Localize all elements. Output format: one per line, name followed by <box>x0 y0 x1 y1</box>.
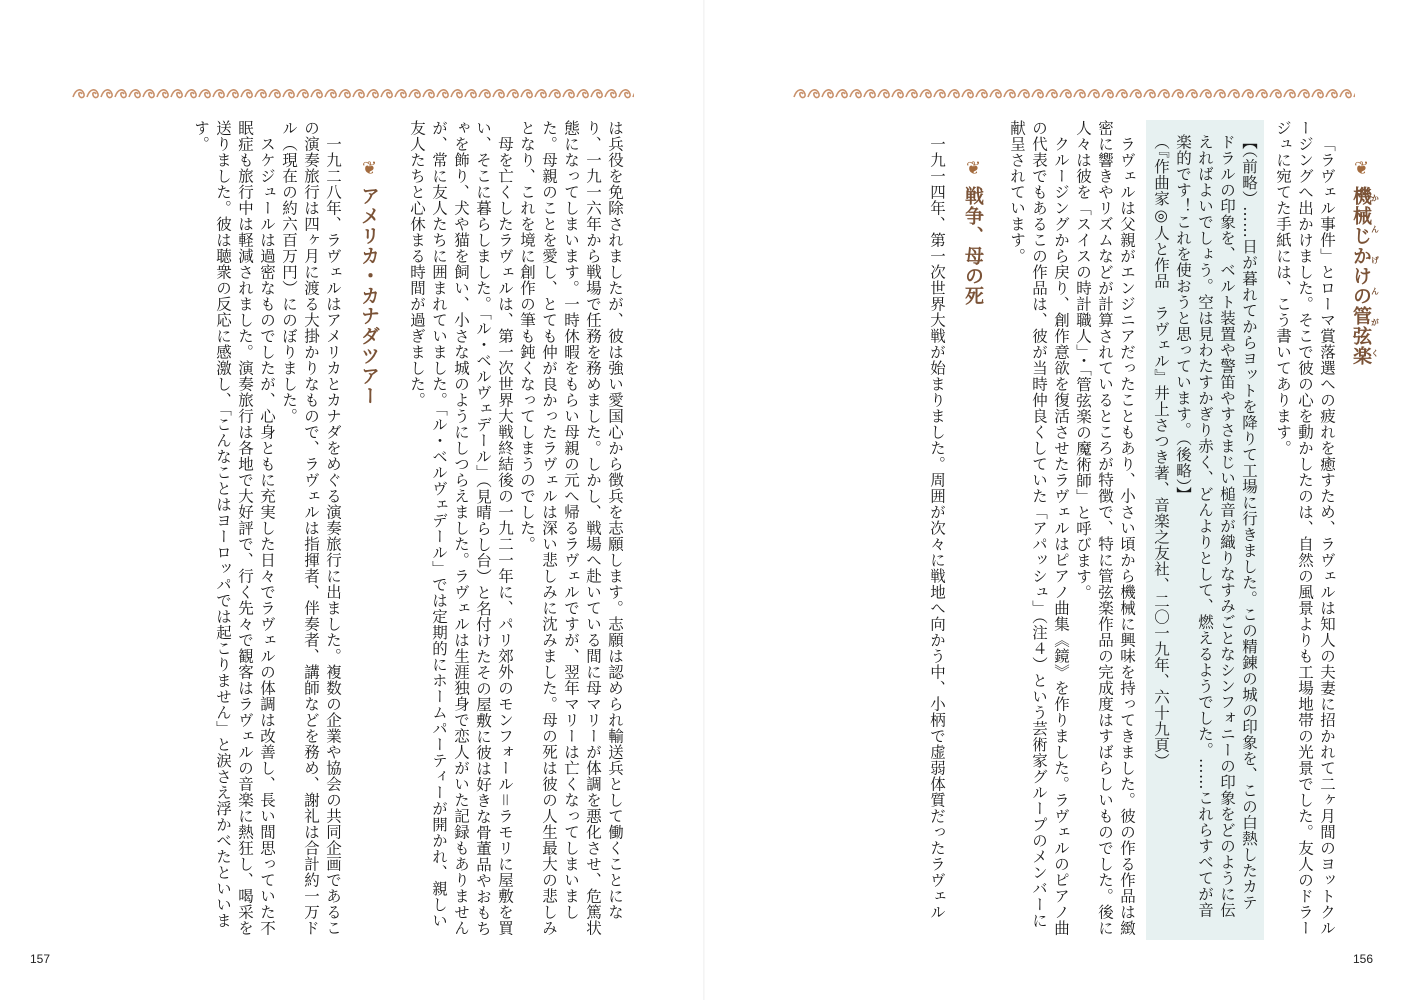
ornament-border <box>72 86 634 102</box>
section-heading-mechanical-orchestra <box>1346 120 1379 940</box>
left-page-text <box>146 120 626 940</box>
heading-text: アメリカ・カナダツアー <box>358 186 380 406</box>
heading-ruby <box>1350 186 1380 366</box>
heading-text: 機械じかけの管弦楽 <box>1350 186 1372 366</box>
belvedere-paragraph: 母を亡くしたラヴェルは、第一次世界大戦終結後の一九二一年に、パリ郊外のモンフォール＝ラモリに屋敷を買い、そこに暮らしました。「ル・ベルヴェデール」（見晴らし台）と名付けたその屋敷に彼は好きな骨董品やおもちゃを飾り、犬や猫を飼い、小さな城のようにしつらえました。ラヴェルは生涯独身で恋人がいた記録もありませんが、常に友人たちに囲まれていました。「ル・ベルヴェデール」では定期的にホームパーティーが開かれ、親しい友人たちと心休まる時間が過ぎました。 <box>408 120 514 937</box>
fleur-icon: ❦ <box>963 158 984 180</box>
miroirs-paragraph: クルージングから戻り、創作意欲を復活させたラヴェルはピアノ曲集《鏡》を作りました。ラヴェルのピアノ曲の代表でもあるこの作品は、彼が当時仲良くしていた「アパッシュ」（注４）という芸術家グループのメンバーに献呈されています。 <box>1008 120 1070 936</box>
letter-quote: 【（前略）……日が暮れてからヨットを降りて工場に行きました。この精錬の城の印象を、この白熱したカテドラルの印象を、ベルト装置や警笛やすさまじい槌音が織りなすみごとなシンフォニーの印象をどのように伝えればよいでしょう。空は見わたすかぎり赤く、どんよりとして、燃えるようでした。……これらすべてが音楽的です！これを使おうと思っています。（後略）】 <box>1174 134 1258 918</box>
heading-text: 戦争、母の死 <box>962 186 984 306</box>
page-right <box>705 0 1409 1000</box>
section-heading-america-canada <box>354 120 384 940</box>
fleur-icon: ❦ <box>359 158 380 180</box>
war-paragraph: 一九一四年、第一次世界大戦が始まりました。周囲が次々に戦地へ向かう中、小柄で虚弱体質だったラヴェル <box>928 135 946 920</box>
section-heading-war <box>958 120 988 940</box>
tour-paragraph: 一九二八年、ラヴェルはアメリカとカナダをめぐる演奏旅行に出ました。複数の企業や協会の共同企画であるこの演奏旅行は四ヶ月に渡る大掛かりなもので、ラヴェルは指揮者、伴奏者、講師などを務め、謝礼は合計約一万ドル（現在の約六百万円）にのぼりました。 <box>280 120 342 936</box>
fleur-icon: ❦ <box>1351 158 1372 180</box>
page-number: 156 <box>1353 952 1374 966</box>
letter-quote-box <box>1146 120 1264 940</box>
engineer-paragraph: ラヴェルは父親がエンジニアだったこともあり、小さい頃から機械に興味を持ってきました。彼の作る作品は緻密に響きやリズムなどが計算されているところが特徴で、特に管弦楽作品の完成度はすばらしいものでした。後に人々は彼を「スイスの時計職人」・「管弦楽の魔術師」と呼びます。 <box>1074 120 1136 936</box>
page-left <box>0 0 704 1000</box>
ornament-border <box>793 86 1355 102</box>
page-number: 157 <box>30 952 51 966</box>
yacht-paragraph: 「ラヴェル事件」とローマ賞落選への疲れを癒すため、ラヴェルは知人の夫妻に招かれて二ヶ月間のヨットクルージングへ出かけました。そこで彼の心を動かしたのは、自然の風景よりも工場地帯の光景でした。友人のドラージュに宛てた手紙には、こう書いてあります。 <box>1274 120 1336 936</box>
citation: （『作曲家◎人と作品 ラヴェル』井上さつき著、音楽之友社、二〇一九年、六十九頁） <box>1152 134 1170 769</box>
schedule-paragraph: スケジュールは過密なものでしたが、心身ともに充実した日々でラヴェルの体調は改善し、長い間思っていた不眠症も旅行中は軽減されました。演奏旅行は各地で大好評で、行く先々で観客はラヴェルの音楽に熱狂し、喝采を送りました。彼は聴衆の反応に感激し、「こんなことはヨーロッパでは起こりません」と涙さえ浮かべたといいます。 <box>192 120 276 936</box>
continuation-paragraph: は兵役を免除されましたが、彼は強い愛国心から徴兵を志願します。志願は認められ輸送兵として働くことになり、一九一六年から戦場で任務を務めました。しかし、戦場へ赴いている間に母マリーが体調を悪化させ、危篤状態になってしまいます。一時休暇をもらい母親の元へ帰るラヴェルですが、翌年マリーは亡くなってしまいました。母親のことを愛し、とても仲が良かったラヴェルは深い悲しみに沈みました。母の死は彼の人生最大の悲しみとなり、これを境に創作の筆も鈍くなってしまうのでした。 <box>518 120 624 936</box>
right-page-text <box>779 120 1379 940</box>
heading-ruby-text: かんげんがく <box>1370 186 1380 366</box>
